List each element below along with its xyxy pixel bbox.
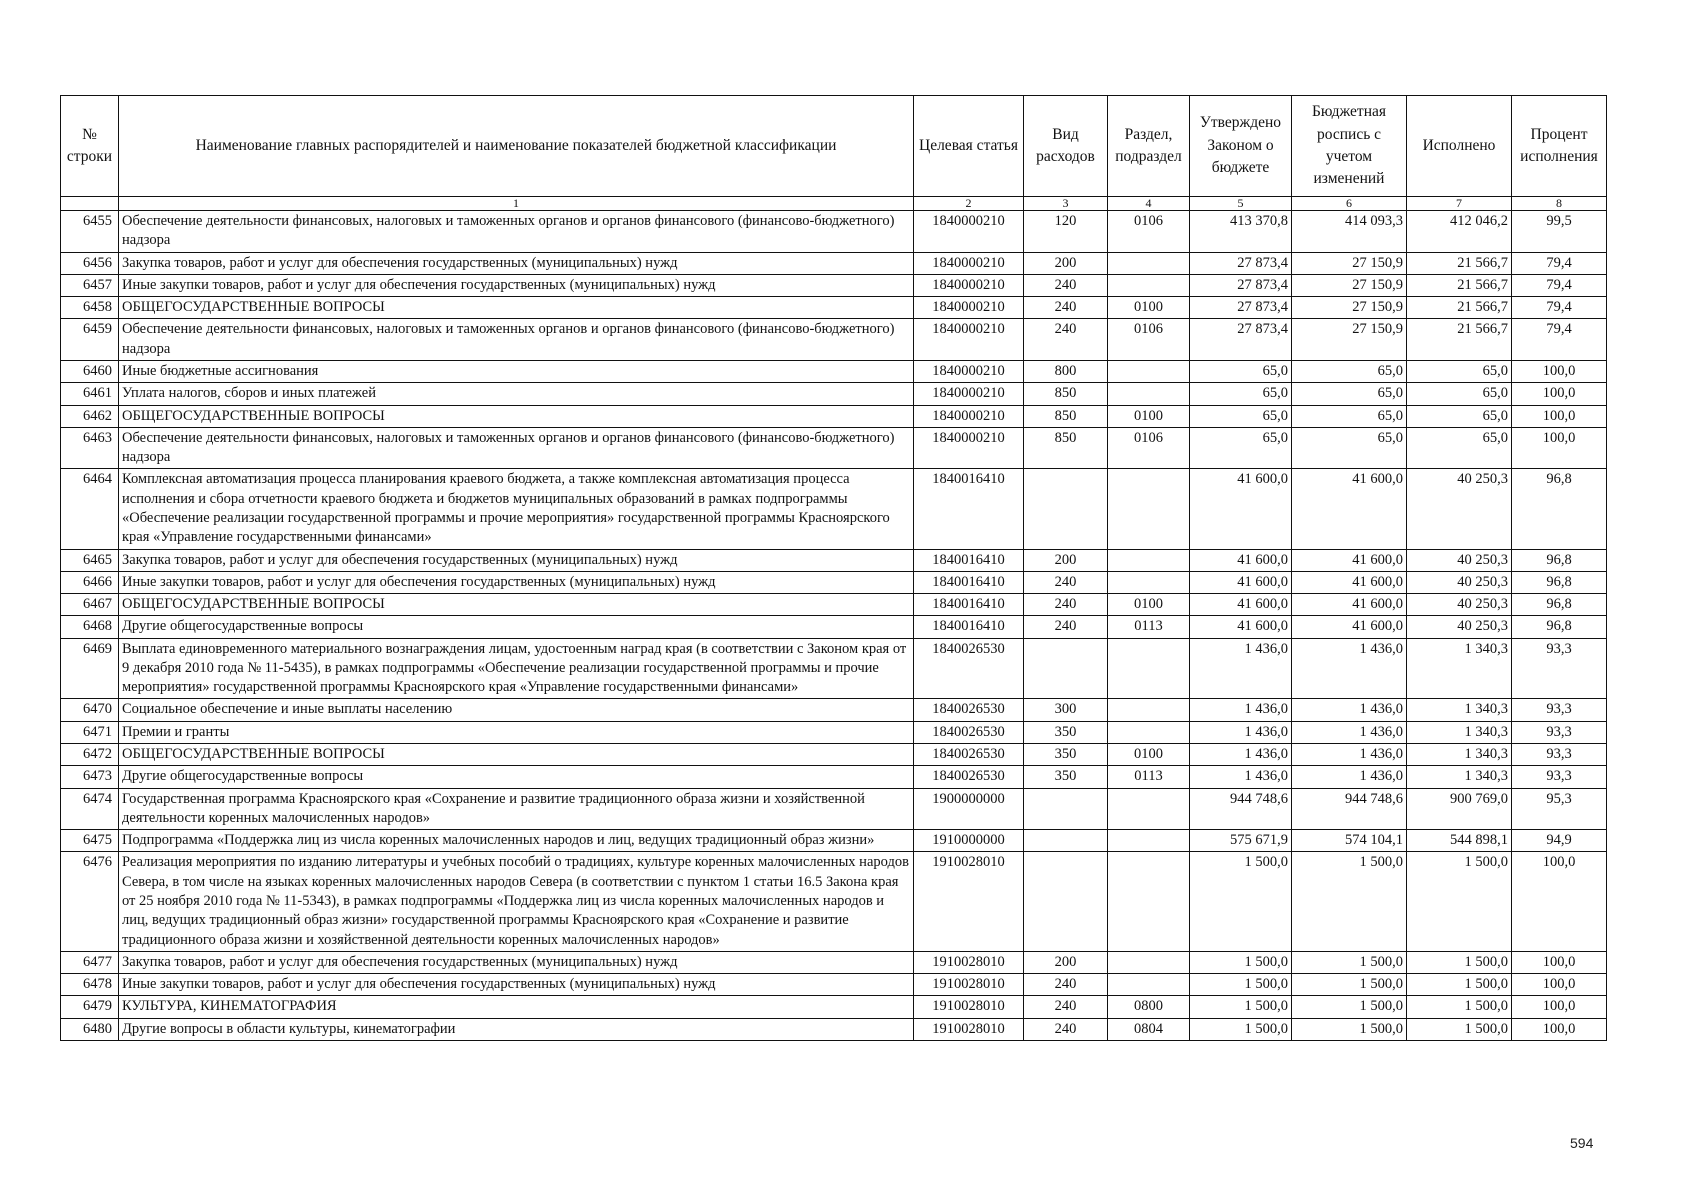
expense-kind-cell	[1024, 788, 1108, 830]
percent-cell: 100,0	[1512, 360, 1607, 382]
budget-schedule-amount-cell: 65,0	[1292, 383, 1407, 405]
row-name-cell: Обеспечение деятельности финансовых, налоговых и таможенных органов и органов финансового (финансово-бюджетного) надзора	[119, 211, 914, 253]
section-cell	[1108, 830, 1190, 852]
executed-amount-cell: 40 250,3	[1407, 469, 1512, 549]
table-row	[61, 996, 1607, 1018]
executed-amount-cell: 65,0	[1407, 383, 1512, 405]
section-cell	[1108, 571, 1190, 593]
expense-kind-cell: 240	[1024, 274, 1108, 296]
row-number-cell: 6461	[61, 383, 119, 405]
budget-schedule-amount-cell: 41 600,0	[1292, 594, 1407, 616]
header-section: Раздел, подраздел	[1108, 96, 1190, 197]
expense-kind-cell: 240	[1024, 974, 1108, 996]
budget-schedule-amount-cell: 1 500,0	[1292, 1018, 1407, 1040]
budget-schedule-amount-cell: 1 436,0	[1292, 766, 1407, 788]
table-row	[61, 427, 1607, 469]
page-number: 594	[1570, 1135, 1594, 1151]
row-number-cell: 6463	[61, 427, 119, 469]
expense-kind-cell: 200	[1024, 549, 1108, 571]
percent-cell: 79,4	[1512, 297, 1607, 319]
section-cell: 0113	[1108, 766, 1190, 788]
section-cell	[1108, 274, 1190, 296]
column-number: 1	[119, 197, 914, 211]
row-name-cell: Премии и гранты	[119, 721, 914, 743]
budget-report-sheet	[60, 95, 1598, 1041]
expense-kind-cell: 200	[1024, 252, 1108, 274]
executed-amount-cell: 1 500,0	[1407, 996, 1512, 1018]
percent-cell: 96,8	[1512, 616, 1607, 638]
row-name-cell: ОБЩЕГОСУДАРСТВЕННЫЕ ВОПРОСЫ	[119, 297, 914, 319]
percent-cell: 93,3	[1512, 638, 1607, 699]
row-name-cell: КУЛЬТУРА, КИНЕМАТОГРАФИЯ	[119, 996, 914, 1018]
section-cell	[1108, 721, 1190, 743]
table-row	[61, 469, 1607, 549]
approved-amount-cell: 41 600,0	[1190, 469, 1292, 549]
table-row	[61, 638, 1607, 699]
percent-cell: 100,0	[1512, 996, 1607, 1018]
approved-amount-cell: 41 600,0	[1190, 594, 1292, 616]
row-number-cell: 6455	[61, 211, 119, 253]
section-cell	[1108, 469, 1190, 549]
row-name-cell: Уплата налогов, сборов и иных платежей	[119, 383, 914, 405]
section-cell	[1108, 974, 1190, 996]
percent-cell: 100,0	[1512, 1018, 1607, 1040]
percent-cell: 93,3	[1512, 744, 1607, 766]
budget-schedule-amount-cell: 41 600,0	[1292, 549, 1407, 571]
row-number-cell: 6457	[61, 274, 119, 296]
row-number-cell: 6472	[61, 744, 119, 766]
section-cell: 0100	[1108, 405, 1190, 427]
section-cell: 0100	[1108, 297, 1190, 319]
row-number-cell: 6476	[61, 852, 119, 951]
executed-amount-cell: 21 566,7	[1407, 319, 1512, 361]
percent-cell: 100,0	[1512, 852, 1607, 951]
header-budget-schedule: Бюджетная роспись с учетом изменений	[1292, 96, 1407, 197]
target-article-cell: 1910028010	[914, 1018, 1024, 1040]
approved-amount-cell: 1 500,0	[1190, 1018, 1292, 1040]
column-number: 7	[1407, 197, 1512, 211]
approved-amount-cell: 413 370,8	[1190, 211, 1292, 253]
executed-amount-cell: 40 250,3	[1407, 571, 1512, 593]
executed-amount-cell: 40 250,3	[1407, 549, 1512, 571]
row-number-cell: 6459	[61, 319, 119, 361]
target-article-cell: 1840000210	[914, 297, 1024, 319]
row-name-cell: ОБЩЕГОСУДАРСТВЕННЫЕ ВОПРОСЫ	[119, 405, 914, 427]
row-number-cell: 6473	[61, 766, 119, 788]
percent-cell: 100,0	[1512, 951, 1607, 973]
approved-amount-cell: 65,0	[1190, 383, 1292, 405]
expense-kind-cell	[1024, 469, 1108, 549]
row-name-cell: Реализация мероприятия по изданию литературы и учебных пособий о традициях, культуре коренных малочисленных народов Севера, в том числе на языках коренных малочисленных народов Севера (в соответствии с пунктом 1 статьи 16.5 Закона края от 25 ноября 2010 года № 11-5343), в рамках подпрограммы «Поддержка лиц из числа коренных малочисленных народов и лиц, ведущих традиционный образ жизни» государственной программы Красноярского края «Сохранение и развитие традиционного образа жизни и хозяйственной деятельности коренных малочисленных народов»	[119, 852, 914, 951]
expense-kind-cell: 240	[1024, 297, 1108, 319]
budget-schedule-amount-cell: 41 600,0	[1292, 616, 1407, 638]
column-number: 6	[1292, 197, 1407, 211]
executed-amount-cell: 1 340,3	[1407, 638, 1512, 699]
budget-execution-table	[60, 95, 1607, 1041]
percent-cell: 96,8	[1512, 469, 1607, 549]
section-cell	[1108, 852, 1190, 951]
budget-schedule-amount-cell: 574 104,1	[1292, 830, 1407, 852]
column-number	[61, 197, 119, 211]
budget-schedule-amount-cell: 1 436,0	[1292, 744, 1407, 766]
table-row	[61, 830, 1607, 852]
column-number: 4	[1108, 197, 1190, 211]
target-article-cell: 1840016410	[914, 469, 1024, 549]
approved-amount-cell: 1 436,0	[1190, 721, 1292, 743]
executed-amount-cell: 65,0	[1407, 427, 1512, 469]
row-name-cell: ОБЩЕГОСУДАРСТВЕННЫЕ ВОПРОСЫ	[119, 594, 914, 616]
header-approved: Утверждено Законом о бюджете	[1190, 96, 1292, 197]
approved-amount-cell: 1 436,0	[1190, 766, 1292, 788]
approved-amount-cell: 1 500,0	[1190, 951, 1292, 973]
target-article-cell: 1840000210	[914, 252, 1024, 274]
expense-kind-cell: 850	[1024, 427, 1108, 469]
header-row	[61, 96, 1607, 197]
table-row	[61, 616, 1607, 638]
section-cell: 0100	[1108, 744, 1190, 766]
row-name-cell: Обеспечение деятельности финансовых, налоговых и таможенных органов и органов финансового (финансово-бюджетного) надзора	[119, 319, 914, 361]
budget-schedule-amount-cell: 65,0	[1292, 360, 1407, 382]
row-number-cell: 6468	[61, 616, 119, 638]
column-number: 3	[1024, 197, 1108, 211]
section-cell	[1108, 549, 1190, 571]
executed-amount-cell: 65,0	[1407, 360, 1512, 382]
target-article-cell: 1840000210	[914, 360, 1024, 382]
table-row	[61, 360, 1607, 382]
header-target-article: Целевая статья	[914, 96, 1024, 197]
expense-kind-cell: 240	[1024, 616, 1108, 638]
row-number-cell: 6471	[61, 721, 119, 743]
approved-amount-cell: 944 748,6	[1190, 788, 1292, 830]
row-number-cell: 6464	[61, 469, 119, 549]
approved-amount-cell: 65,0	[1190, 427, 1292, 469]
expense-kind-cell: 240	[1024, 594, 1108, 616]
section-cell: 0100	[1108, 594, 1190, 616]
percent-cell: 93,3	[1512, 699, 1607, 721]
table-header	[61, 96, 1607, 211]
approved-amount-cell: 41 600,0	[1190, 549, 1292, 571]
approved-amount-cell: 1 500,0	[1190, 852, 1292, 951]
table-row	[61, 211, 1607, 253]
expense-kind-cell: 240	[1024, 996, 1108, 1018]
row-number-cell: 6465	[61, 549, 119, 571]
section-cell: 0804	[1108, 1018, 1190, 1040]
percent-cell: 100,0	[1512, 405, 1607, 427]
budget-schedule-amount-cell: 41 600,0	[1292, 469, 1407, 549]
target-article-cell: 1910028010	[914, 996, 1024, 1018]
row-number-cell: 6466	[61, 571, 119, 593]
row-name-cell: Закупка товаров, работ и услуг для обеспечения государственных (муниципальных) нужд	[119, 549, 914, 571]
header-expense-kind: Вид расходов	[1024, 96, 1108, 197]
approved-amount-cell: 27 873,4	[1190, 274, 1292, 296]
header-percent: Процент исполнения	[1512, 96, 1607, 197]
executed-amount-cell: 1 500,0	[1407, 951, 1512, 973]
row-number-cell: 6458	[61, 297, 119, 319]
approved-amount-cell: 65,0	[1190, 405, 1292, 427]
budget-schedule-amount-cell: 414 093,3	[1292, 211, 1407, 253]
target-article-cell: 1840026530	[914, 699, 1024, 721]
section-cell	[1108, 951, 1190, 973]
row-number-cell: 6460	[61, 360, 119, 382]
row-number-cell: 6469	[61, 638, 119, 699]
header-row-number: № строки	[61, 96, 119, 197]
expense-kind-cell: 350	[1024, 721, 1108, 743]
percent-cell: 96,8	[1512, 549, 1607, 571]
row-name-cell: Другие общегосударственные вопросы	[119, 766, 914, 788]
expense-kind-cell	[1024, 852, 1108, 951]
budget-schedule-amount-cell: 1 500,0	[1292, 974, 1407, 996]
budget-schedule-amount-cell: 41 600,0	[1292, 571, 1407, 593]
row-name-cell: Иные бюджетные ассигнования	[119, 360, 914, 382]
table-row	[61, 766, 1607, 788]
approved-amount-cell: 1 500,0	[1190, 996, 1292, 1018]
budget-schedule-amount-cell: 1 500,0	[1292, 852, 1407, 951]
table-row	[61, 974, 1607, 996]
table-row	[61, 594, 1607, 616]
row-number-cell: 6477	[61, 951, 119, 973]
row-name-cell: Социальное обеспечение и иные выплаты населению	[119, 699, 914, 721]
header-name: Наименование главных распорядителей и наименование показателей бюджетной классификации	[119, 96, 914, 197]
target-article-cell: 1840000210	[914, 427, 1024, 469]
target-article-cell: 1910028010	[914, 951, 1024, 973]
approved-amount-cell: 575 671,9	[1190, 830, 1292, 852]
row-name-cell: Обеспечение деятельности финансовых, налоговых и таможенных органов и органов финансового (финансово-бюджетного) надзора	[119, 427, 914, 469]
table-row	[61, 405, 1607, 427]
percent-cell: 100,0	[1512, 427, 1607, 469]
budget-schedule-amount-cell: 1 436,0	[1292, 721, 1407, 743]
budget-schedule-amount-cell: 65,0	[1292, 427, 1407, 469]
expense-kind-cell: 120	[1024, 211, 1108, 253]
row-name-cell: Иные закупки товаров, работ и услуг для обеспечения государственных (муниципальных) нужд	[119, 974, 914, 996]
table-row	[61, 297, 1607, 319]
row-name-cell: Выплата единовременного материального вознаграждения лицам, удостоенным наград края (в соответствии с Законом края от 9 декабря 2010 года № 11-5435), в рамках подпрограммы «Обеспечение реализации государственной программы и прочие мероприятия» государственной программы Красноярского края «Управление государственными финансами»	[119, 638, 914, 699]
expense-kind-cell: 350	[1024, 744, 1108, 766]
expense-kind-cell: 240	[1024, 319, 1108, 361]
row-number-cell: 6475	[61, 830, 119, 852]
budget-schedule-amount-cell: 27 150,9	[1292, 319, 1407, 361]
row-number-cell: 6480	[61, 1018, 119, 1040]
column-number: 5	[1190, 197, 1292, 211]
target-article-cell: 1840026530	[914, 766, 1024, 788]
target-article-cell: 1840000210	[914, 274, 1024, 296]
column-number-row	[61, 197, 1607, 211]
section-cell	[1108, 788, 1190, 830]
row-name-cell: Иные закупки товаров, работ и услуг для обеспечения государственных (муниципальных) нужд	[119, 274, 914, 296]
target-article-cell: 1840000210	[914, 383, 1024, 405]
executed-amount-cell: 900 769,0	[1407, 788, 1512, 830]
executed-amount-cell: 1 500,0	[1407, 974, 1512, 996]
table-row	[61, 319, 1607, 361]
expense-kind-cell	[1024, 638, 1108, 699]
executed-amount-cell: 40 250,3	[1407, 616, 1512, 638]
expense-kind-cell: 850	[1024, 405, 1108, 427]
row-name-cell: Государственная программа Красноярского края «Сохранение и развитие традиционного образа жизни и хозяйственной деятельности коренных малочисленных народов»	[119, 788, 914, 830]
target-article-cell: 1840000210	[914, 211, 1024, 253]
approved-amount-cell: 41 600,0	[1190, 616, 1292, 638]
percent-cell: 93,3	[1512, 721, 1607, 743]
expense-kind-cell: 240	[1024, 1018, 1108, 1040]
table-body	[61, 211, 1607, 1041]
approved-amount-cell: 27 873,4	[1190, 297, 1292, 319]
percent-cell: 93,3	[1512, 766, 1607, 788]
budget-schedule-amount-cell: 27 150,9	[1292, 274, 1407, 296]
target-article-cell: 1840000210	[914, 319, 1024, 361]
expense-kind-cell: 800	[1024, 360, 1108, 382]
expense-kind-cell: 850	[1024, 383, 1108, 405]
row-name-cell: Подпрограмма «Поддержка лиц из числа коренных малочисленных народов и лиц, ведущих традиционный образ жизни»	[119, 830, 914, 852]
section-cell: 0106	[1108, 211, 1190, 253]
row-name-cell: ОБЩЕГОСУДАРСТВЕННЫЕ ВОПРОСЫ	[119, 744, 914, 766]
target-article-cell: 1840026530	[914, 744, 1024, 766]
row-name-cell: Закупка товаров, работ и услуг для обеспечения государственных (муниципальных) нужд	[119, 951, 914, 973]
percent-cell: 79,4	[1512, 319, 1607, 361]
target-article-cell: 1910028010	[914, 974, 1024, 996]
percent-cell: 96,8	[1512, 571, 1607, 593]
table-row	[61, 383, 1607, 405]
expense-kind-cell: 240	[1024, 571, 1108, 593]
section-cell: 0106	[1108, 319, 1190, 361]
section-cell	[1108, 252, 1190, 274]
approved-amount-cell: 1 436,0	[1190, 699, 1292, 721]
budget-schedule-amount-cell: 1 436,0	[1292, 638, 1407, 699]
budget-schedule-amount-cell: 1 500,0	[1292, 996, 1407, 1018]
target-article-cell: 1910000000	[914, 830, 1024, 852]
row-number-cell: 6479	[61, 996, 119, 1018]
executed-amount-cell: 21 566,7	[1407, 274, 1512, 296]
section-cell	[1108, 638, 1190, 699]
target-article-cell: 1840016410	[914, 571, 1024, 593]
section-cell	[1108, 360, 1190, 382]
target-article-cell: 1840016410	[914, 616, 1024, 638]
expense-kind-cell: 200	[1024, 951, 1108, 973]
row-number-cell: 6474	[61, 788, 119, 830]
budget-schedule-amount-cell: 27 150,9	[1292, 297, 1407, 319]
table-row	[61, 571, 1607, 593]
table-row	[61, 721, 1607, 743]
approved-amount-cell: 27 873,4	[1190, 319, 1292, 361]
target-article-cell: 1840026530	[914, 638, 1024, 699]
executed-amount-cell: 1 340,3	[1407, 721, 1512, 743]
table-row	[61, 951, 1607, 973]
budget-schedule-amount-cell: 27 150,9	[1292, 252, 1407, 274]
row-name-cell: Другие общегосударственные вопросы	[119, 616, 914, 638]
row-name-cell: Иные закупки товаров, работ и услуг для обеспечения государственных (муниципальных) нужд	[119, 571, 914, 593]
section-cell: 0800	[1108, 996, 1190, 1018]
percent-cell: 99,5	[1512, 211, 1607, 253]
percent-cell: 96,8	[1512, 594, 1607, 616]
target-article-cell: 1910028010	[914, 852, 1024, 951]
expense-kind-cell	[1024, 830, 1108, 852]
budget-schedule-amount-cell: 1 436,0	[1292, 699, 1407, 721]
approved-amount-cell: 27 873,4	[1190, 252, 1292, 274]
percent-cell: 94,9	[1512, 830, 1607, 852]
percent-cell: 79,4	[1512, 274, 1607, 296]
approved-amount-cell: 41 600,0	[1190, 571, 1292, 593]
executed-amount-cell: 1 500,0	[1407, 1018, 1512, 1040]
executed-amount-cell: 1 340,3	[1407, 744, 1512, 766]
table-row	[61, 699, 1607, 721]
row-number-cell: 6470	[61, 699, 119, 721]
budget-schedule-amount-cell: 944 748,6	[1292, 788, 1407, 830]
percent-cell: 79,4	[1512, 252, 1607, 274]
row-number-cell: 6478	[61, 974, 119, 996]
table-row	[61, 549, 1607, 571]
section-cell: 0106	[1108, 427, 1190, 469]
approved-amount-cell: 1 500,0	[1190, 974, 1292, 996]
percent-cell: 100,0	[1512, 974, 1607, 996]
row-name-cell: Закупка товаров, работ и услуг для обеспечения государственных (муниципальных) нужд	[119, 252, 914, 274]
budget-schedule-amount-cell: 1 500,0	[1292, 951, 1407, 973]
percent-cell: 95,3	[1512, 788, 1607, 830]
target-article-cell: 1840026530	[914, 721, 1024, 743]
approved-amount-cell: 1 436,0	[1190, 638, 1292, 699]
column-number: 2	[914, 197, 1024, 211]
table-row	[61, 1018, 1607, 1040]
table-row	[61, 744, 1607, 766]
approved-amount-cell: 65,0	[1190, 360, 1292, 382]
table-row	[61, 852, 1607, 951]
budget-schedule-amount-cell: 65,0	[1292, 405, 1407, 427]
executed-amount-cell: 1 340,3	[1407, 766, 1512, 788]
executed-amount-cell: 1 500,0	[1407, 852, 1512, 951]
header-executed: Исполнено	[1407, 96, 1512, 197]
row-number-cell: 6467	[61, 594, 119, 616]
approved-amount-cell: 1 436,0	[1190, 744, 1292, 766]
executed-amount-cell: 40 250,3	[1407, 594, 1512, 616]
target-article-cell: 1840016410	[914, 594, 1024, 616]
executed-amount-cell: 544 898,1	[1407, 830, 1512, 852]
executed-amount-cell: 1 340,3	[1407, 699, 1512, 721]
target-article-cell: 1900000000	[914, 788, 1024, 830]
target-article-cell: 1840000210	[914, 405, 1024, 427]
expense-kind-cell: 300	[1024, 699, 1108, 721]
executed-amount-cell: 412 046,2	[1407, 211, 1512, 253]
executed-amount-cell: 21 566,7	[1407, 297, 1512, 319]
section-cell	[1108, 383, 1190, 405]
expense-kind-cell: 350	[1024, 766, 1108, 788]
table-row	[61, 252, 1607, 274]
row-name-cell: Комплексная автоматизация процесса планирования краевого бюджета, а также комплексная автоматизация процесса исполнения и сбора отчетности краевого бюджета и бюджетов муниципальных образований в рамках подпрограммы «Обеспечение реализации государственной программы и прочие мероприятия» государственной программы Красноярского края «Управление государственными финансами»	[119, 469, 914, 549]
table-row	[61, 788, 1607, 830]
executed-amount-cell: 65,0	[1407, 405, 1512, 427]
percent-cell: 100,0	[1512, 383, 1607, 405]
column-number: 8	[1512, 197, 1607, 211]
row-number-cell: 6456	[61, 252, 119, 274]
executed-amount-cell: 21 566,7	[1407, 252, 1512, 274]
row-name-cell: Другие вопросы в области культуры, кинематографии	[119, 1018, 914, 1040]
target-article-cell: 1840016410	[914, 549, 1024, 571]
row-number-cell: 6462	[61, 405, 119, 427]
table-row	[61, 274, 1607, 296]
section-cell	[1108, 699, 1190, 721]
section-cell: 0113	[1108, 616, 1190, 638]
